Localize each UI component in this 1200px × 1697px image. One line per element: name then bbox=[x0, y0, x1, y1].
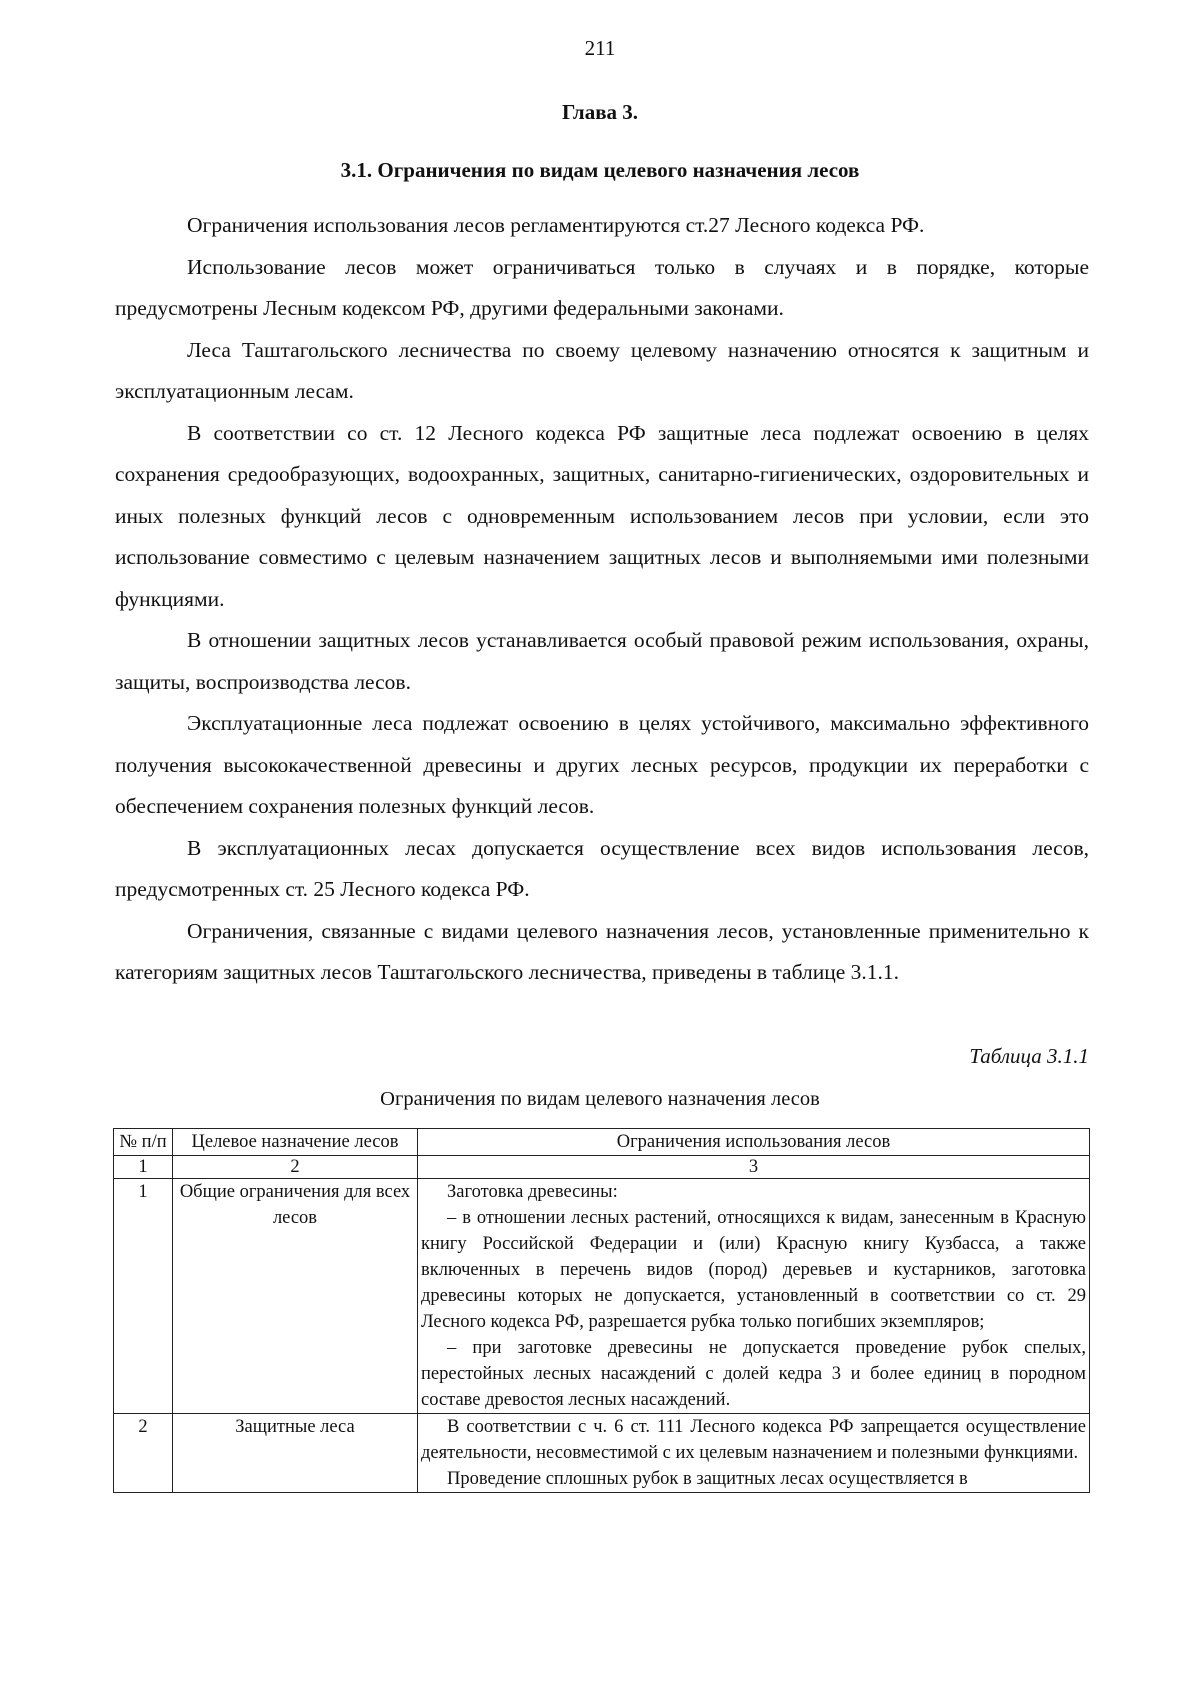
table-row bbox=[114, 1179, 1090, 1414]
table-caption: Ограничения по видам целевого назначения лесов bbox=[380, 1088, 820, 1110]
restriction-line: Заготовка древесины: bbox=[447, 1182, 618, 1202]
table-row bbox=[114, 1414, 1090, 1493]
table-index-row bbox=[114, 1156, 1090, 1179]
header-purpose: Целевое назначение лесов bbox=[173, 1129, 418, 1156]
row-restrictions bbox=[418, 1414, 1090, 1493]
paragraph: В эксплуатационных лесах допускается осуществление всех видов использования лесов, предусмотренных ст. 25 Лесного кодекса РФ. bbox=[115, 835, 1089, 901]
index-cell: 3 bbox=[418, 1156, 1090, 1179]
restriction-line: – при заготовке древесины не допускается проведение рубок спелых, перестойных лесных насаждений с долей кедра 3 и более единиц в породном составе древостоя лесных насаждений. bbox=[421, 1338, 1086, 1410]
restriction-line: Проведение сплошных рубок в защитных лесах осуществляется в bbox=[447, 1469, 968, 1489]
paragraph: Леса Таштагольского лесничества по своему целевому назначению относятся к защитным и эксплуатационным лесам. bbox=[115, 337, 1089, 403]
row-number: 1 bbox=[114, 1179, 173, 1414]
page-number: 211 bbox=[584, 36, 616, 60]
index-cell: 1 bbox=[114, 1156, 173, 1179]
body-text bbox=[115, 205, 1089, 994]
header-number: № п/п bbox=[114, 1129, 173, 1156]
restriction-line: – в отношении лесных растений, относящихся к видам, занесенным в Красную книгу Российской Федерации и (или) Красную книгу Кузбасса, а также включенных в перечень видов (пород) деревьев и кустарников, заготовка древесины которых не допускается, установленный в соответствии со ст. 29 Лесного кодекса РФ, разрешается рубка только погибших экземпляров; bbox=[421, 1208, 1086, 1332]
row-restrictions bbox=[418, 1179, 1090, 1414]
paragraph: Ограничения использования лесов регламентируются ст.27 Лесного кодекса РФ. bbox=[187, 213, 925, 237]
paragraph: В отношении защитных лесов устанавливается особый правовой режим использования, охраны, защиты, воспроизводства лесов. bbox=[115, 628, 1089, 694]
paragraph: Ограничения, связанные с видами целевого назначения лесов, установленные применительно к категориям защитных лесов Таштагольского лесничества, приведены в таблице 3.1.1. bbox=[115, 918, 1089, 984]
row-purpose: Общие ограничения для всех лесов bbox=[173, 1179, 418, 1414]
table-header-row bbox=[114, 1129, 1090, 1156]
restrictions-table bbox=[113, 1128, 1090, 1493]
restriction-line: В соответствии с ч. 6 ст. 111 Лесного кодекса РФ запрещается осуществление деятельности, несовместимой с их целевым назначением и полезными функциями. bbox=[421, 1417, 1086, 1463]
index-cell: 2 bbox=[173, 1156, 418, 1179]
section-title: 3.1. Ограничения по видам целевого назначения лесов bbox=[340, 158, 860, 182]
paragraph: Эксплуатационные леса подлежат освоению в целях устойчивого, максимально эффективного получения высококачественной древесины и других лесных ресурсов, продукции их переработки с обеспечением сохранения полезных функций лесов. bbox=[115, 711, 1089, 818]
chapter-heading: Глава 3. bbox=[561, 100, 639, 124]
header-restrictions: Ограничения использования лесов bbox=[418, 1129, 1090, 1156]
paragraph: Использование лесов может ограничиваться только в случаях и в порядке, которые предусмотрены Лесным кодексом РФ, другими федеральными законами. bbox=[115, 254, 1089, 320]
table-label: Таблица 3.1.1 bbox=[969, 1044, 1089, 1068]
paragraph: В соответствии со ст. 12 Лесного кодекса РФ защитные леса подлежат освоению в целях сохранения средообразующих, водоохранных, защитных, санитарно-гигиенических, оздоровительных и иных полезных функций лесов с одновременным использованием лесов при условии, если это использование совместимо с целевым назначением защитных лесов и выполняемыми ими полезными функциями. bbox=[115, 420, 1089, 611]
row-number: 2 bbox=[114, 1414, 173, 1493]
row-purpose: Защитные леса bbox=[173, 1414, 418, 1493]
